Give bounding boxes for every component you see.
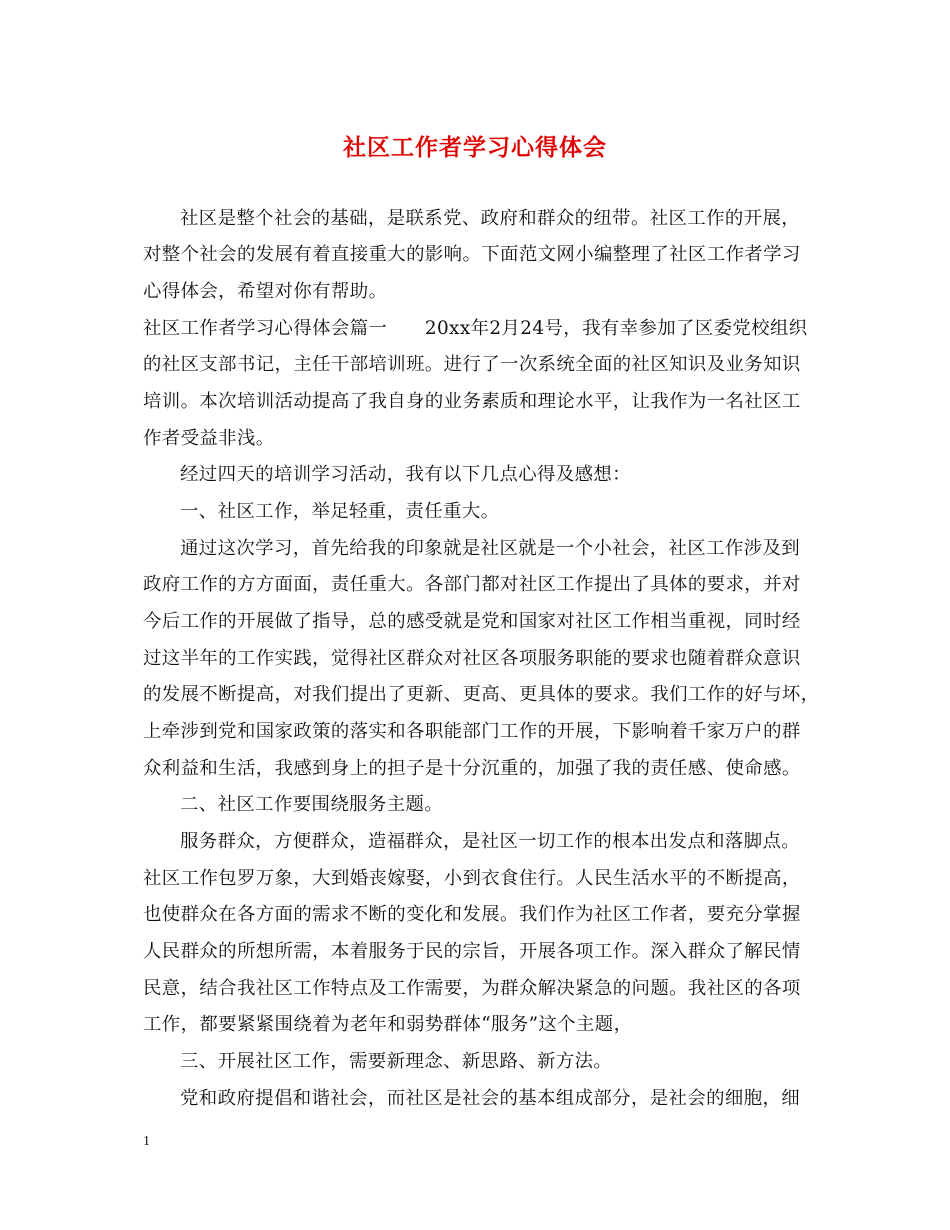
paragraph-line: 服务群众，方便群众，造福群众，是社区一切工作的根本出发点和落脚点。 (180, 831, 801, 852)
paragraph-line: 民意，结合我社区工作特点及工作需要，为群众解决紧急的问题。我社区的各项 (143, 978, 801, 999)
document-title: 社区工作者学习心得体会 (343, 134, 607, 161)
paragraph-line: 社区是整个社会的基础，是联系党、政府和群众的纽带。社区工作的开展， (180, 208, 801, 229)
paragraph-line: 经过四天的培训学习活动，我有以下几点心得及感想： (180, 464, 631, 485)
paragraph-line: 社区工作包罗万象，大到婚丧嫁娶，小到衣食住行。人民生活水平的不断提高， (143, 868, 801, 889)
paragraph-line: 的发展不断提高，对我们提出了更新、更高、更具体的要求。我们工作的好与坏， (143, 684, 820, 705)
paragraph-line: 作者受益非浅。 (143, 428, 275, 449)
paragraph-line: 上牵涉到党和国家政策的落实和各职能部门工作的开展，下影响着千家万户的群 (143, 721, 801, 742)
paragraph-line: 众利益和生活，我感到身上的担子是十分沉重的，加强了我的责任感、使命感。 (143, 758, 801, 779)
section-heading: 二、社区工作要围绕服务主题。 (180, 794, 444, 815)
paragraph-line: 也使群众在各方面的需求不断的变化和发展。我们作为社区工作者，要充分掌握 (143, 904, 801, 925)
paragraph-line: 今后工作的开展做了指导，总的感受就是党和国家对社区工作相当重视，同时经 (143, 611, 801, 632)
paragraph-line: 过这半年的工作实践，觉得社区群众对社区各项服务职能的要求也随着群众意识 (143, 648, 801, 669)
paragraph-line: 工作，都要紧紧围绕着为老年和弱势群体“服务”这个主题， (143, 1014, 633, 1035)
paragraph-line: 培训。本次培训活动提高了我自身的业务素质和理论水平，让我作为一名社区工 (143, 391, 801, 412)
paragraph-line: 社区工作者学习心得体会篇一 20xx年2月24号，我有幸参加了区委党校组织 (143, 318, 808, 339)
section-heading: 三、开展社区工作，需要新理念、新思路、新方法。 (180, 1051, 613, 1072)
paragraph-line: 通过这次学习，首先给我的印象就是社区就是一个小社会，社区工作涉及到 (180, 538, 801, 559)
paragraph-line: 人民群众的所想所需，本着服务于民的宗旨，开展各项工作。深入群众了解民情 (143, 941, 801, 962)
paragraph-line: 对整个社会的发展有着直接重大的影响。下面范文网小编整理了社区工作者学习 (143, 244, 801, 265)
paragraph-line: 政府工作的方方面面，责任重大。各部门都对社区工作提出了具体的要求，并对 (143, 574, 801, 595)
paragraph-line: 党和政府提倡和谐社会，而社区是社会的基本组成部分，是社会的细胞，细 (180, 1088, 801, 1109)
paragraph-line: 的社区支部书记，主任干部培训班。进行了一次系统全面的社区知识及业务知识 (143, 354, 801, 375)
paragraph-line: 心得体会，希望对你有帮助。 (143, 281, 388, 302)
section-heading: 一、社区工作，举足轻重，责任重大。 (180, 501, 500, 522)
page-number: 1 (143, 1134, 150, 1149)
